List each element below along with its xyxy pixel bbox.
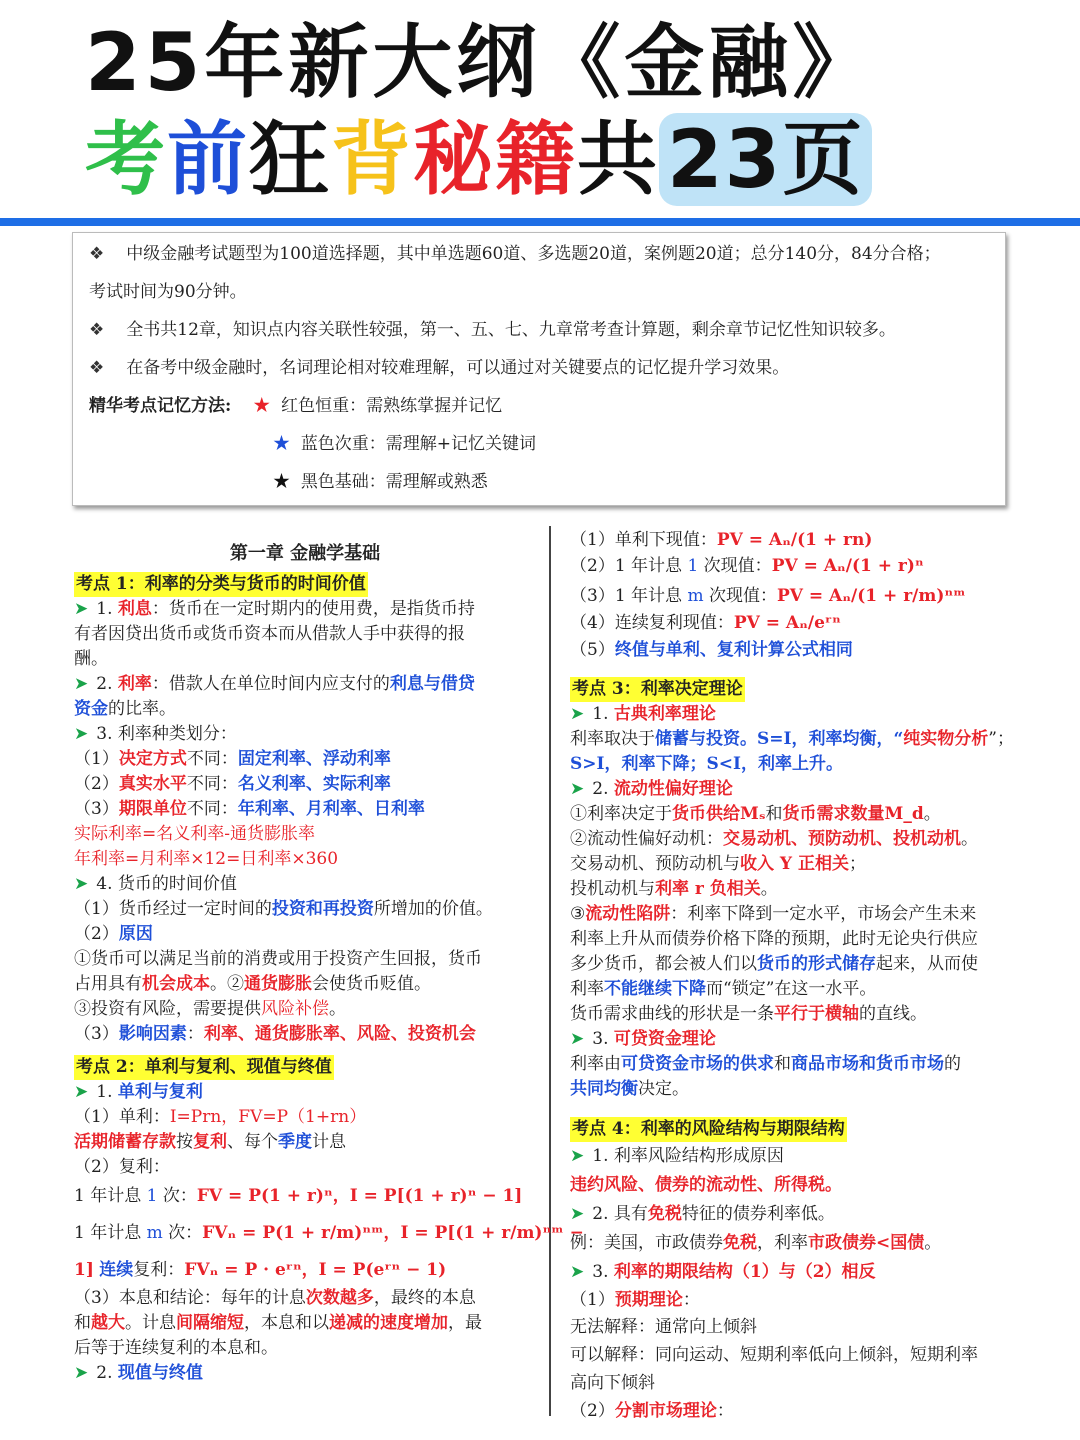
page-subtitle bbox=[85, 112, 872, 208]
subtitle-char: 狂 bbox=[249, 113, 331, 206]
page-count-badge: 23页 bbox=[659, 113, 872, 206]
subtitle-char: 背 bbox=[331, 113, 413, 206]
arrow-icon: ➤ bbox=[570, 779, 585, 799]
formula: 实际利率=名义利率-通货膨胀率 bbox=[74, 824, 315, 844]
subtitle-char: 籍 bbox=[495, 113, 577, 206]
page-title: 25年新大纲《金融》 bbox=[85, 16, 877, 109]
subtitle-char: 前 bbox=[167, 113, 249, 206]
method-line: ★ 黑色基础：需理解或熟悉 bbox=[273, 472, 488, 492]
arrow-icon: ➤ bbox=[570, 1029, 585, 1049]
arrow-icon: ➤ bbox=[570, 704, 585, 724]
blue-star-icon: ★ bbox=[273, 434, 290, 454]
arrow-icon: ➤ bbox=[74, 674, 89, 694]
red-star-icon: ★ bbox=[253, 396, 271, 416]
arrow-icon: ➤ bbox=[74, 1082, 89, 1102]
formula: FVₙ = P · eʳⁿ，I = P(eʳⁿ − 1) bbox=[184, 1260, 447, 1280]
black-star-icon: ★ bbox=[273, 472, 290, 492]
formula: PV = Aₙ/(1 + r)ⁿ bbox=[771, 556, 924, 576]
intro-line: ❖ 中级金融考试题型为100道选择题，其中单选题60道、多选题20道，案例题20道；总分140分，84分合格； bbox=[89, 244, 941, 264]
formula: PV = Aₙ/eʳⁿ bbox=[733, 613, 841, 633]
point-heading: 考点 1：利率的分类与货币的时间价值 bbox=[74, 572, 368, 597]
formula: PV = Aₙ/(1 + r/m)ⁿᵐ bbox=[776, 586, 966, 606]
subtitle-char: 考 bbox=[85, 113, 167, 206]
formula: FV = P(1 + r)ⁿ，I = P[(1 + r)ⁿ − 1] bbox=[196, 1186, 523, 1206]
method-line: 精华考点记忆方法: ★ 红色恒重：需熟练掌握并记忆 bbox=[89, 396, 503, 416]
arrow-icon: ➤ bbox=[74, 599, 89, 619]
column-divider bbox=[549, 526, 551, 1416]
diamond-bullet-icon: ❖ bbox=[89, 320, 105, 340]
subtitle-char: 共 bbox=[577, 113, 659, 206]
arrow-icon: ➤ bbox=[74, 724, 89, 744]
intro-box bbox=[72, 232, 1006, 506]
intro-line: 考试时间为90分钟。 bbox=[89, 282, 247, 302]
diamond-bullet-icon: ❖ bbox=[89, 358, 105, 378]
formula: FVₙ = P(1 + r/m)ⁿᵐ，I = P[(1 + r/m)ⁿᵐ − bbox=[202, 1223, 584, 1243]
chapter-title: 第一章 金融学基础 bbox=[229, 543, 381, 564]
point-heading: 考点 2：单利与复利、现值与终值 bbox=[74, 1055, 334, 1080]
intro-line: ❖ 全书共12章，知识点内容关联性较强，第一、五、七、九章常考查计算题，剩余章节记忆性知识较多。 bbox=[89, 320, 896, 340]
point-heading: 考点 3：利率决定理论 bbox=[570, 677, 745, 702]
left-column: 第一章 金融学基础 考点 1：利率的分类与货币的时间价值 ➤ 1. 利息：货币在一定时期内的使用费，是指货币持 有者因贷出货币或货币资本而从借款人手中获得的报 酬。 ➤ 2. 利率：借款人在单位时间内应支付的利息与借贷 资金的比率。 ➤ 3. 利率种类划分： （1）决定方式不同：固定利率、浮动利率 （2）真实水平不同：名义利率、实际利率 （3）期限单位不同：年利率、月利率、日利率 实际利率=名义利率-通货膨胀率 年利率=月利率×12=日利率×360 ➤ 4. 货币的时间价值 （1）货币经过一定时间的投资和再投资所增加的价值。 （2）原因 ①货币可以满足当前的消费或用于投资产生回报，货币 占用具有机会成本。②通货膨胀会使货币贬值。 ③投资有风险，需要提供风险补偿。 （3）影响因素：利率、通货膨胀率、风险、投资机会 考点 2：单利与复利、现值与终值 ➤ 1. 单利与复利 （1）单利：I=Prn，FV=P（1+rn） 活期储蓄存款按复利、每个季度计息 （2）复利： 1 年计息 1 次：FV = P(1 + r)ⁿ，I = P[(1 + r)ⁿ − 1] 1 年计息 m 次：FVₙ = P(1 + r/m)ⁿᵐ，I = P[(1 + r/m)ⁿᵐ − 1] 连续复利：FVₙ = P · eʳⁿ，I = P(eʳⁿ − 1) （3）本息和结论：每年的计息次数越多，最终的本息 和越大。计息间隔缩短，本息和以递减的速度增加，最 后等于连续复利的本息和。 ➤ 2. 现值与终值 bbox=[74, 530, 536, 1386]
diamond-bullet-icon: ❖ bbox=[89, 244, 105, 264]
arrow-icon: ➤ bbox=[74, 874, 89, 894]
right-column: （1）单利下现值：PV = Aₙ/(1 + rn) （2）1 年计息 1 次现值：PV = Aₙ/(1 + r)ⁿ （3）1 年计息 m 次现值：PV = Aₙ/(1 + r/m)ⁿᵐ （4）连续复利现值：PV = Aₙ/eʳⁿ （5）终值与单利、复利计算公式相同 考点 3：利率决定理论 ➤ 1. 古典利率理论 利率取决于储蓄与投资。S=I，利率均衡，“纯实物分析”； S>I，利率下降；S<I，利率上升。 ➤ 2. 流动性偏好理论 ①利率决定于货币供给Mₛ和货币需求数量M_d。 ②流动性偏好动机：交易动机、预防动机、投机动机。 交易动机、预防动机与收入 Y 正相关； 投机动机与利率 r 负相关。 ③流动性陷阱：利率下降到一定水平，市场会产生未来 利率上升从而债券价格下降的预期，此时无论央行供应 多少货币，都会被人们以货币的形式储存起来，从而使 利率不能继续下降而“锁定”在这一水平。 货币需求曲线的形状是一条平行于横轴的直线。 ➤ 3. 可贷资金理论 利率由可贷资金市场的供求和商品市场和货币市场的 共同均衡决定。 考点 4：利率的风险结构与期限结构 ➤ 1. 利率风险结构形成原因 违约风险、债券的流动性、所得税。 ➤ 2. 具有免税特征的债券利率低。 例：美国，市政债券免税，利率市政债券<国债。 ➤ 3. 利率的期限结构（1）与（2）相反 （1）预期理论： 无法解释：通常向上倾斜 可以解释：同向运动、短期利率低向上倾斜，短期利率 高向下倾斜 （2）分割市场理论： bbox=[570, 530, 1014, 1421]
method-label: 精华考点记忆方法: bbox=[89, 396, 232, 416]
intro-line: ❖ 在备考中级金融时，名词理论相对较难理解，可以通过对关键要点的记忆提升学习效果。 bbox=[89, 358, 790, 378]
arrow-icon: ➤ bbox=[570, 1262, 585, 1282]
arrow-icon: ➤ bbox=[570, 1204, 585, 1224]
arrow-icon: ➤ bbox=[74, 1363, 89, 1383]
header-divider bbox=[0, 218, 1080, 226]
method-line: ★ 蓝色次重：需理解+记忆关键词 bbox=[273, 434, 537, 454]
arrow-icon: ➤ bbox=[570, 1146, 585, 1166]
formula: PV = Aₙ/(1 + rn) bbox=[716, 530, 873, 550]
header bbox=[0, 0, 1080, 215]
point-heading: 考点 4：利率的风险结构与期限结构 bbox=[570, 1117, 847, 1142]
formula: 年利率=月利率×12=日利率×360 bbox=[74, 849, 339, 869]
subtitle-char: 秘 bbox=[413, 113, 495, 206]
